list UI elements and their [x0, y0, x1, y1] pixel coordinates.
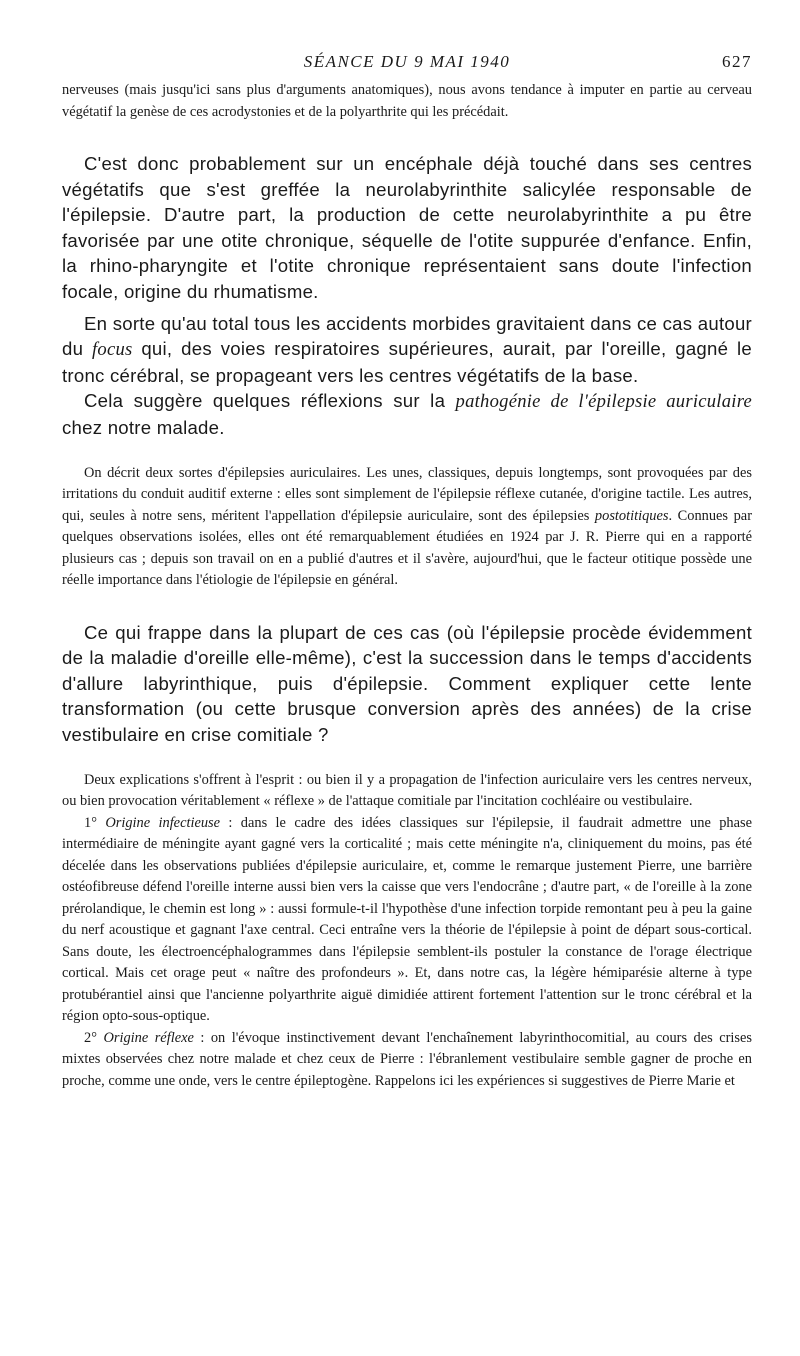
- paragraph-deux-explications: Deux explications s'offrent à l'esprit : ou bien il y a propagation de l'infection auriculaire vers les centres nerveux, ou bien provocation véritablement « réflexe » de l'attaque comitiale par l'incitation cochléaire ou vestibulaire.: [62, 771, 752, 809]
- italic-term: Origine infectieuse: [105, 814, 221, 831]
- text-run: : dans le cadre des idées classiques sur l'épilepsie, il faudrait admettre une phase intermédiaire de méningite ayant gagné vers la corticalité ; mais cette méningite n'a, cliniquement du moins, pas été décelée dans les observations publiées d'épilepsie auriculaire, et, comme le remarque justement Pierre, une barrière ostéofibreuse défend l'oreille interne aussi bien vers la caisse que vers l'endocrâne ; d'autre part, « de l'oreille à la zone prérolandique, le chemin est long » : aussi formule-t-il l'hypothèse d'une infection torpide remontant peu à peu la gaine du nerf acoustique et gagnant l'axe central. Ceci entraîne vers la théorie de l'épilepsie à point de départ sous-cortical. Sans doute, les électroencéphalogrammes dans l'épilepsie semblent-ils postuler la constance de l'orage électrique cortical. Mais cet orage peut « naître des profondeurs ». Et, dans notre cas, la légère hémiparésie alterne à type protubérantiel ainsi que l'ancienne polyarthrite aiguë dimidiée attirent fortement l'attention sur le tronc cérébral et la région opto-sous-optique.: [62, 814, 752, 1024]
- text-run: chez notre malade.: [62, 416, 225, 438]
- text-run: Cela suggère quelques réflexions sur la: [84, 390, 456, 412]
- italic-term: focus: [92, 339, 133, 361]
- paragraph-origine-infectieuse: [62, 813, 752, 1028]
- item-number: 2°: [84, 1029, 104, 1046]
- running-header: [62, 52, 752, 80]
- italic-term: Origine réflexe: [103, 1029, 194, 1046]
- text-run: On décrit deux sortes d'épilepsies auriculaires. Les unes, classiques, depuis longtemps, sont provoquées par des irritations du conduit auditif externe : elles sont simplement de l'épilepsie réflexe cutanée, d'origine tactile. Les autres, qui, seules à notre sens, méritent l'appellation d'épilepsie auriculaire, sont des épilepsies: [62, 464, 752, 524]
- text-run: : on l'évoque instinctivement devant l'enchaînement labyrinthocomitial, au cours des crises mixtes observées chez notre malade et chez ceux de Pierre : l'ébranlement vestibulaire semble gagner de proche en proche, comme une onde, vers le centre épileptogène. Rappelons ici les expériences si suggestives de Pierre Marie et: [62, 1029, 752, 1089]
- text-run: . Connues par quelques observations isolées, elles ont été remarquablement étudiées en 1924 par J. R. Pierre qui en a rapporté plusieurs cas ; depuis son travail on en a publié d'autres et il s'avère, aujourd'hui, que le facteur otitique possède une réelle importance dans l'étiologie de l'épilepsie en général.: [62, 507, 752, 589]
- paragraph-deux-sortes: [62, 463, 752, 592]
- paragraph-encephale: C'est donc probablement sur un encéphale déjà touché dans ses centres végétatifs que s'est greffée la neurolabyrinthite salicylée responsable de l'épilepsie. D'autre part, la production de cette neurolabyrinthite a pu être favorisée par une otite chronique, séquelle de l'otite suppurée d'enfance. Enfin, la rhino-pharyngite et l'otite chronique représentaient sans doute l'infection focale, origine du rhumatisme.: [62, 153, 752, 302]
- document-page: [62, 52, 752, 1092]
- italic-term: postotitiques: [594, 507, 669, 524]
- paragraph-pathogenie: [62, 388, 752, 440]
- item-number: 1°: [84, 814, 106, 831]
- text-run: qui, des voies respiratoires supérieures, aurait, par l'oreille, gagné le tronc cérébral, se propageant vers les centres végétatifs de la base.: [62, 338, 752, 386]
- running-title: SÉANCE DU 9 MAI 1940: [303, 52, 511, 71]
- text-run: En sorte qu'au total tous les accidents morbides gravitaient dans ce cas autour du: [62, 312, 752, 360]
- paragraph-continuation: nerveuses (mais jusqu'ici sans plus d'arguments anatomiques), nous avons tendance à imputer en partie au cerveau végétatif la genèse de ces acrodystonies et de la polyarthrite qui les précédait.: [62, 82, 752, 120]
- paragraph-focus: [62, 311, 752, 389]
- italic-term: pathogénie de l'épilepsie auriculaire: [455, 391, 752, 413]
- paragraph-ce-qui-frappe: Ce qui frappe dans la plupart de ces cas (où l'épilepsie procède évidemment de la maladie d'oreille elle-même), c'est la succession dans le temps d'accidents d'allure labyrinthique, puis d'épilepsie. Comment expliquer cette lente transformation (ou cette brusque conversion après des années) de la crise vestibulaire en crise comitiale ?: [62, 621, 752, 745]
- paragraph-origine-reflexe: [62, 1028, 752, 1093]
- page-number: 627: [722, 52, 752, 71]
